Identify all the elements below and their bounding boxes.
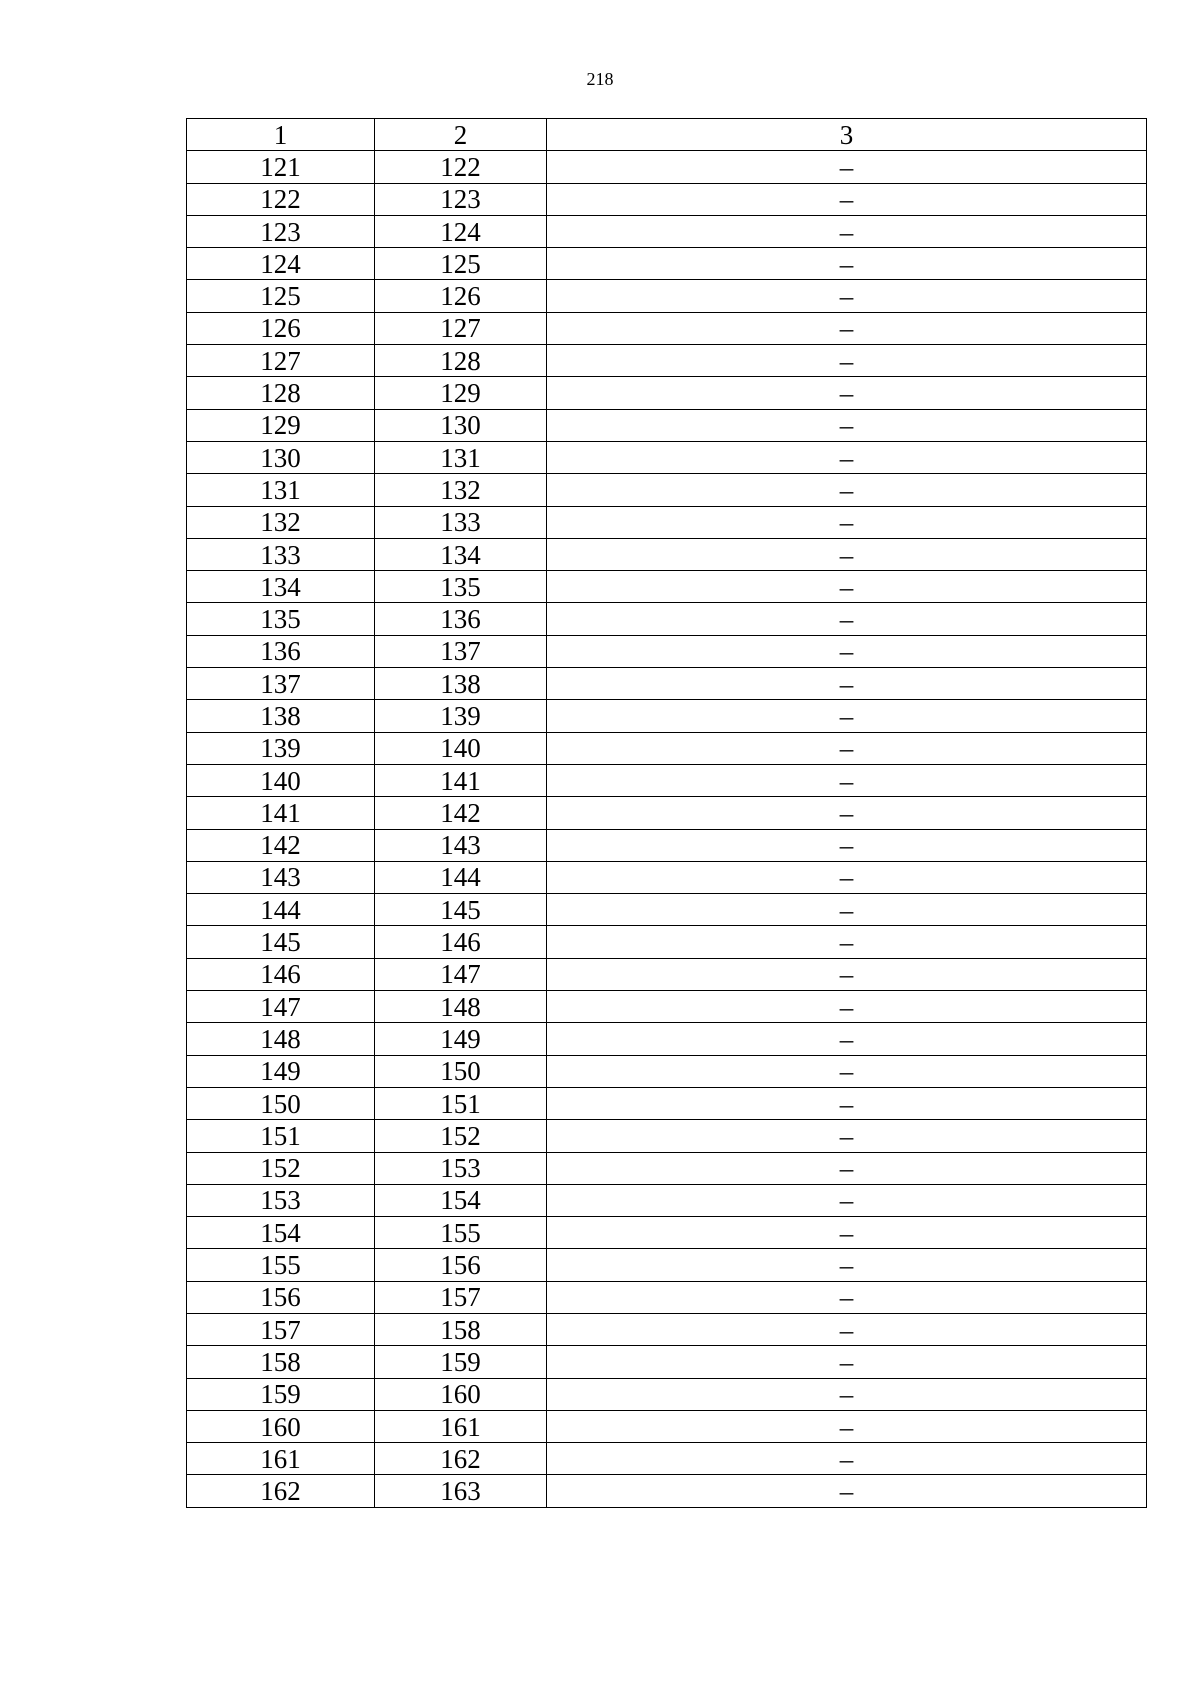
table-cell-col-3: – [547, 312, 1147, 344]
table-row [187, 1087, 1147, 1119]
table-cell-col-1: 121 [187, 151, 375, 183]
table-cell-col-2: 159 [375, 1346, 547, 1378]
table-cell-col-2: 153 [375, 1152, 547, 1184]
table-row [187, 603, 1147, 635]
table-body [187, 119, 1147, 1508]
table-cell-col-3: – [547, 248, 1147, 280]
table-row [187, 215, 1147, 247]
table-cell-col-3: – [547, 894, 1147, 926]
table-row [187, 506, 1147, 538]
table-cell-col-1: 145 [187, 926, 375, 958]
table-cell-col-1: 142 [187, 829, 375, 861]
table-cell-col-2: 152 [375, 1120, 547, 1152]
table-row [187, 1023, 1147, 1055]
table-cell-col-2: 151 [375, 1087, 547, 1119]
table-cell-col-3: – [547, 1475, 1147, 1507]
table-row [187, 797, 1147, 829]
table-cell-col-1: 143 [187, 861, 375, 893]
table-cell-col-3: – [547, 377, 1147, 409]
table-row [187, 1249, 1147, 1281]
table-row [187, 1378, 1147, 1410]
table-cell-col-3: – [547, 538, 1147, 570]
table-cell-col-1: 144 [187, 894, 375, 926]
table-cell-col-2: 130 [375, 409, 547, 441]
table-row [187, 441, 1147, 473]
table-cell-col-1: 158 [187, 1346, 375, 1378]
table-cell-col-2: 124 [375, 215, 547, 247]
table-cell-col-1: 138 [187, 700, 375, 732]
table-cell-col-2: 141 [375, 764, 547, 796]
table-cell-col-2: 125 [375, 248, 547, 280]
table-cell-col-3: – [547, 215, 1147, 247]
table-cell-col-1: 133 [187, 538, 375, 570]
table-row [187, 474, 1147, 506]
table-cell-col-1: 151 [187, 1120, 375, 1152]
table-row [187, 345, 1147, 377]
table-row [187, 151, 1147, 183]
table-row [187, 635, 1147, 667]
table-cell-col-1: 132 [187, 506, 375, 538]
table-cell-col-1: 154 [187, 1217, 375, 1249]
table-row [187, 894, 1147, 926]
table-row [187, 1152, 1147, 1184]
table-cell-col-3: – [547, 1410, 1147, 1442]
table-cell-col-2: 135 [375, 571, 547, 603]
table-cell-col-1: 124 [187, 248, 375, 280]
table-cell-col-2: 150 [375, 1055, 547, 1087]
table-cell-col-1: 161 [187, 1443, 375, 1475]
table-row [187, 1120, 1147, 1152]
header-cell-col-3: 3 [547, 119, 1147, 151]
table-row [187, 764, 1147, 796]
table-cell-col-2: 122 [375, 151, 547, 183]
table-cell-col-2: 138 [375, 668, 547, 700]
table-cell-col-3: – [547, 1346, 1147, 1378]
table-cell-col-2: 148 [375, 991, 547, 1023]
table-cell-col-1: 159 [187, 1378, 375, 1410]
table-cell-col-3: – [547, 991, 1147, 1023]
table-row [187, 1346, 1147, 1378]
table-cell-col-2: 131 [375, 441, 547, 473]
table-cell-col-1: 153 [187, 1184, 375, 1216]
table-cell-col-3: – [547, 183, 1147, 215]
table-row [187, 700, 1147, 732]
table-row [187, 958, 1147, 990]
table-cell-col-2: 126 [375, 280, 547, 312]
table-cell-col-3: – [547, 861, 1147, 893]
table-cell-col-2: 160 [375, 1378, 547, 1410]
table-cell-col-2: 162 [375, 1443, 547, 1475]
table-cell-col-2: 127 [375, 312, 547, 344]
table-cell-col-1: 149 [187, 1055, 375, 1087]
table-cell-col-2: 143 [375, 829, 547, 861]
table-cell-col-3: – [547, 1313, 1147, 1345]
table-row [187, 1184, 1147, 1216]
table-row [187, 1313, 1147, 1345]
table-cell-col-2: 155 [375, 1217, 547, 1249]
page-number: 218 [586, 69, 614, 89]
table-cell-col-3: – [547, 732, 1147, 764]
table-cell-col-1: 152 [187, 1152, 375, 1184]
table-cell-col-1: 127 [187, 345, 375, 377]
table-row [187, 991, 1147, 1023]
table-cell-col-2: 158 [375, 1313, 547, 1345]
table-cell-col-1: 150 [187, 1087, 375, 1119]
table-cell-col-1: 125 [187, 280, 375, 312]
table-cell-col-3: – [547, 1443, 1147, 1475]
table-cell-col-3: – [547, 635, 1147, 667]
table-cell-col-1: 162 [187, 1475, 375, 1507]
table-cell-col-3: – [547, 1087, 1147, 1119]
table-cell-col-1: 123 [187, 215, 375, 247]
table-cell-col-1: 134 [187, 571, 375, 603]
table-cell-col-1: 146 [187, 958, 375, 990]
table-cell-col-1: 139 [187, 732, 375, 764]
table-cell-col-2: 163 [375, 1475, 547, 1507]
table-cell-col-3: – [547, 1281, 1147, 1313]
header-cell-col-2: 2 [375, 119, 547, 151]
table-cell-col-3: – [547, 1152, 1147, 1184]
table-cell-col-3: – [547, 926, 1147, 958]
table-cell-col-3: – [547, 700, 1147, 732]
table-cell-col-1: 129 [187, 409, 375, 441]
table-row [187, 1217, 1147, 1249]
table-cell-col-1: 147 [187, 991, 375, 1023]
table-cell-col-1: 126 [187, 312, 375, 344]
table-cell-col-1: 156 [187, 1281, 375, 1313]
table-cell-col-2: 139 [375, 700, 547, 732]
table-cell-col-3: – [547, 1184, 1147, 1216]
table-cell-col-3: – [547, 1378, 1147, 1410]
table-row [187, 829, 1147, 861]
table-cell-col-2: 136 [375, 603, 547, 635]
table-row [187, 1475, 1147, 1507]
table-cell-col-2: 128 [375, 345, 547, 377]
table-cell-col-1: 131 [187, 474, 375, 506]
table-cell-col-3: – [547, 571, 1147, 603]
table-cell-col-2: 144 [375, 861, 547, 893]
table-cell-col-3: – [547, 345, 1147, 377]
table-row [187, 926, 1147, 958]
table-cell-col-1: 130 [187, 441, 375, 473]
table-row [187, 861, 1147, 893]
table-cell-col-3: – [547, 829, 1147, 861]
table-row [187, 732, 1147, 764]
table-cell-col-2: 145 [375, 894, 547, 926]
table-cell-col-2: 149 [375, 1023, 547, 1055]
table-cell-col-3: – [547, 1023, 1147, 1055]
table-cell-col-1: 122 [187, 183, 375, 215]
table-cell-col-3: – [547, 506, 1147, 538]
table-row [187, 1443, 1147, 1475]
table-cell-col-1: 128 [187, 377, 375, 409]
table-row [187, 668, 1147, 700]
table-cell-col-2: 146 [375, 926, 547, 958]
table-cell-col-2: 134 [375, 538, 547, 570]
table-cell-col-1: 141 [187, 797, 375, 829]
table-row [187, 1410, 1147, 1442]
table-cell-col-1: 137 [187, 668, 375, 700]
table-cell-col-3: – [547, 280, 1147, 312]
table-cell-col-1: 136 [187, 635, 375, 667]
table-cell-col-3: – [547, 1217, 1147, 1249]
table-cell-col-2: 123 [375, 183, 547, 215]
table-row [187, 1055, 1147, 1087]
table-cell-col-3: – [547, 1055, 1147, 1087]
table-cell-col-2: 147 [375, 958, 547, 990]
table-row [187, 377, 1147, 409]
table-cell-col-3: – [547, 474, 1147, 506]
table-cell-col-1: 135 [187, 603, 375, 635]
table-cell-col-3: – [547, 1120, 1147, 1152]
table-cell-col-2: 156 [375, 1249, 547, 1281]
table-row [187, 183, 1147, 215]
table-cell-col-3: – [547, 441, 1147, 473]
table-cell-col-3: – [547, 151, 1147, 183]
table-cell-col-3: – [547, 958, 1147, 990]
table-cell-col-2: 161 [375, 1410, 547, 1442]
table-cell-col-2: 132 [375, 474, 547, 506]
header-cell-col-1: 1 [187, 119, 375, 151]
table-header-row [187, 119, 1147, 151]
table-cell-col-1: 157 [187, 1313, 375, 1345]
table-row [187, 571, 1147, 603]
table-cell-col-2: 137 [375, 635, 547, 667]
table-row [187, 538, 1147, 570]
table-cell-col-3: – [547, 668, 1147, 700]
table-row [187, 1281, 1147, 1313]
table-cell-col-2: 142 [375, 797, 547, 829]
table-row [187, 409, 1147, 441]
table-cell-col-2: 157 [375, 1281, 547, 1313]
table-cell-col-2: 154 [375, 1184, 547, 1216]
table-row [187, 280, 1147, 312]
table-cell-col-2: 129 [375, 377, 547, 409]
table-cell-col-1: 140 [187, 764, 375, 796]
table-row [187, 248, 1147, 280]
table-cell-col-3: – [547, 797, 1147, 829]
table-row [187, 312, 1147, 344]
table-cell-col-2: 140 [375, 732, 547, 764]
table-cell-col-3: – [547, 603, 1147, 635]
table-cell-col-3: – [547, 764, 1147, 796]
table-cell-col-1: 155 [187, 1249, 375, 1281]
table-cell-col-3: – [547, 1249, 1147, 1281]
table-cell-col-1: 160 [187, 1410, 375, 1442]
table-cell-col-3: – [547, 409, 1147, 441]
data-table [186, 118, 1147, 1508]
table-cell-col-2: 133 [375, 506, 547, 538]
table-cell-col-1: 148 [187, 1023, 375, 1055]
